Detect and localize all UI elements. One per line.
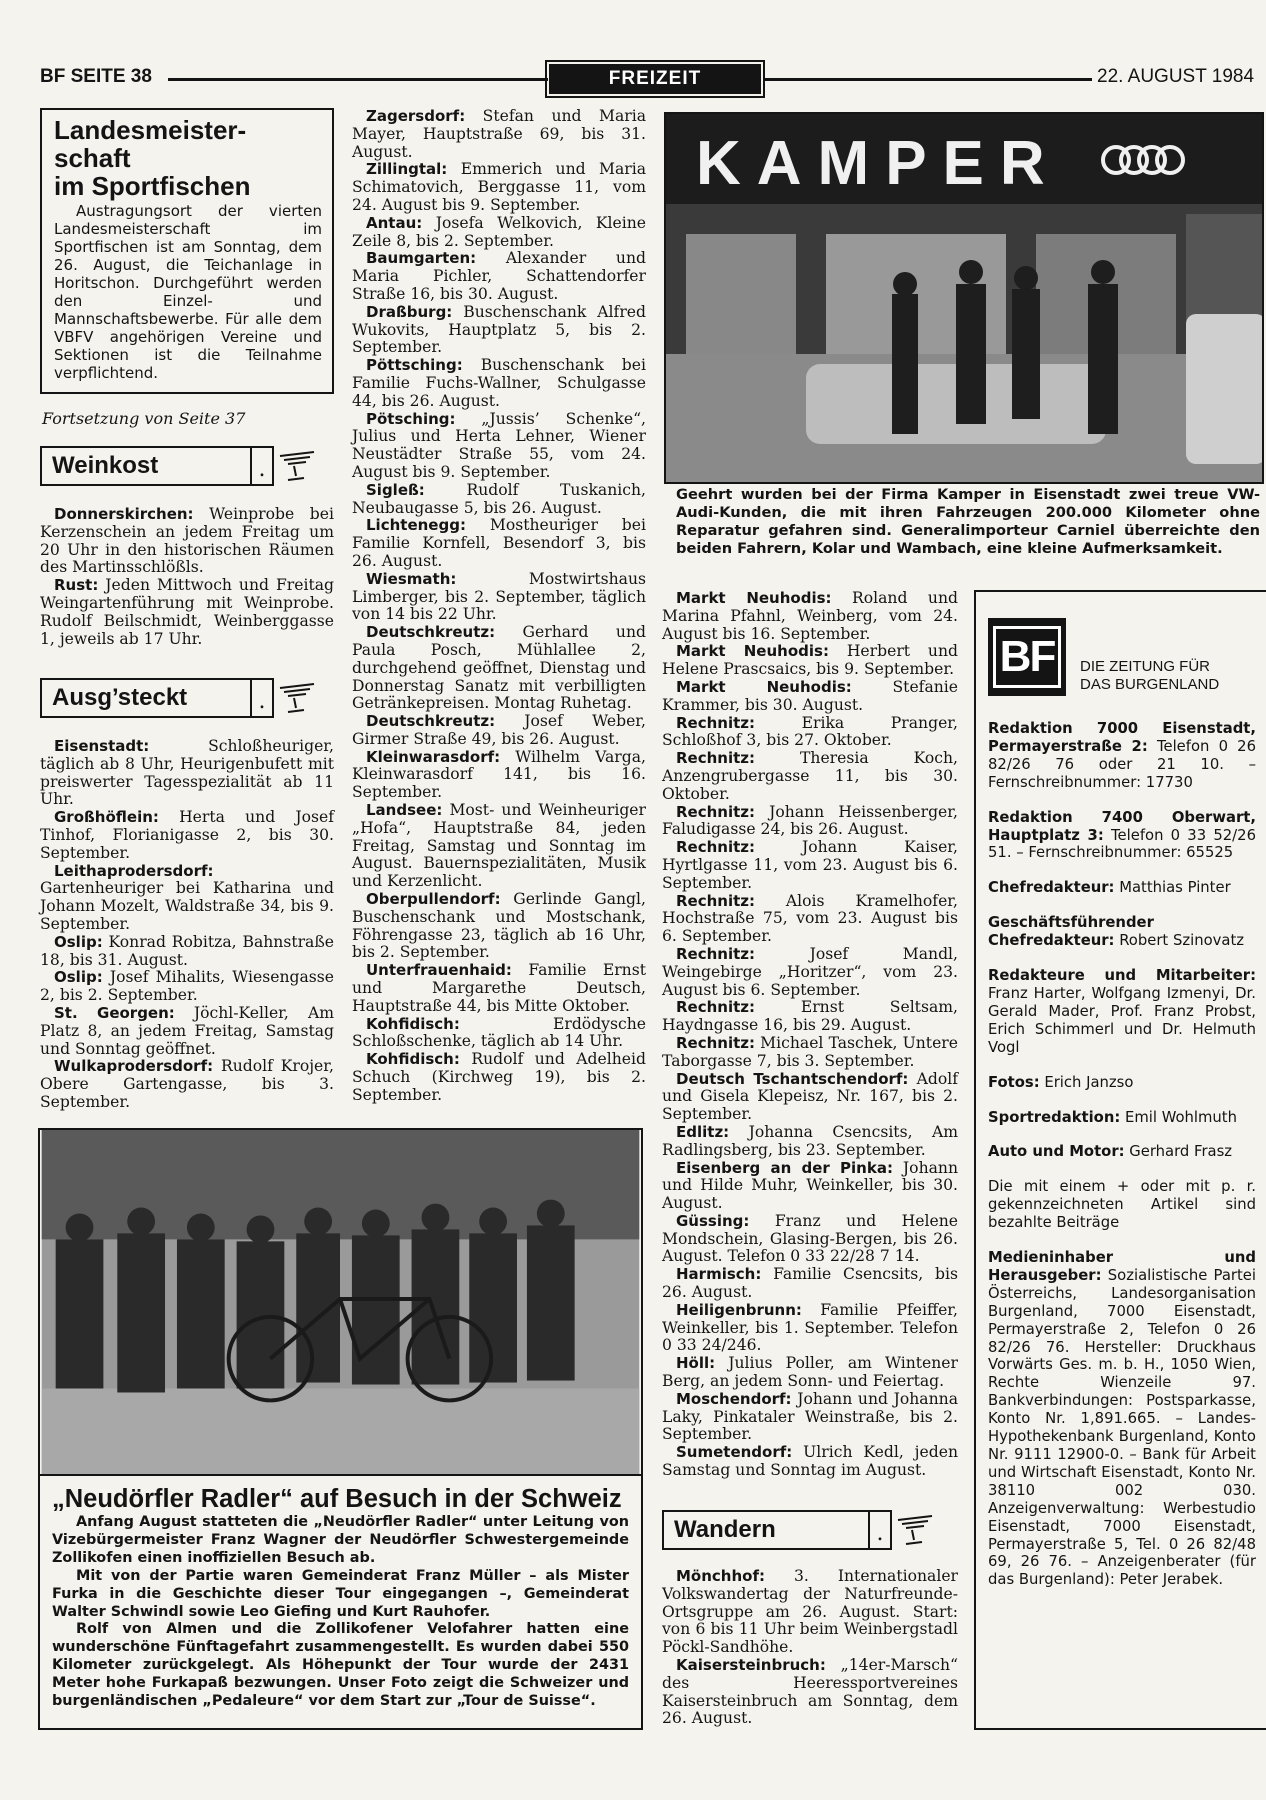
impressum-item [988, 1109, 1256, 1127]
entry-text: Schloßheuriger, täglich ab 8 Uhr, Heurigenbufett mit preiswerter Tagesspezialität ab 11 Uhr. [40, 737, 334, 809]
entry-place: Mönchhof: [676, 1567, 765, 1585]
heuriger-entry [662, 1355, 958, 1391]
entry-text: Weinprobe bei Kerzenschein an jedem Freitag um 20 Uhr in den historischen Räumen des Martinsschlößls. [40, 505, 334, 577]
ausgsteckt-label: Ausg’steckt [40, 678, 252, 718]
heuriger-entry [662, 1266, 958, 1302]
section-title: FREIZEIT [608, 68, 702, 89]
heuriger-entry [352, 517, 646, 570]
heuriger-entry [352, 357, 646, 410]
entry-text: Gerlinde Gangl, Buschenschank und Mostschank, Föhrengasse 23, täglich ab 16 Uhr, bis 2. September. [352, 890, 646, 962]
heuriger-entry [352, 304, 646, 357]
heuriger-entry [352, 161, 646, 214]
ausgsteckt-heading [40, 676, 320, 720]
entry-place: Deutsch Tschantschendorf: [676, 1069, 909, 1088]
entry-place: Zillingtal: [366, 160, 448, 179]
entry-place: Wiesmath: [366, 569, 457, 588]
entry-text: Gerhard und Paula Posch, Mühlallee 2, durchgehend geöffnet, Dienstag und Donnerstag Sanatz mit verbilligten Getränkepreisen. Montag Ruhetag. [352, 623, 646, 713]
entry-text: Johann und Johanna Laky, Pinkataler Weinstraße, bis 2. September. [662, 1389, 958, 1444]
wine-glass-icon [274, 678, 320, 718]
entry-place: Draßburg: [366, 302, 453, 321]
heuriger-entry [40, 809, 334, 862]
radler-photo [40, 1130, 641, 1476]
entry-text: Alexander und Maria Pichler, Schattendorfer Straße 16, bis 30. August. [352, 249, 646, 303]
kamper-sign: KAMPER [696, 129, 1061, 198]
entry-place: Wulkaprodersdorf: [54, 1057, 214, 1076]
entry-place: Rust: [54, 576, 99, 595]
entry-place: Heiligenbrunn: [676, 1300, 802, 1319]
entry-text: Ulrich Kedl, jeden Samstag und Sonntag im August. [662, 1443, 958, 1480]
heuriger-entry [352, 250, 646, 303]
landesmeister-body: Austragungsort der vierten Landesmeisterschaft im Sportfischen ist am Sonntag, dem 26. August, die Teichanlage in Horitschon. Durchgeführt werden den Einzel- und Mannschaftsbewerbe. Für alle dem VBFV angehörigen Vereine und Sektionen ist die Teilnahme verpflichtend. [54, 202, 322, 382]
entry-place: Unterfrauenhaid: [366, 961, 512, 980]
heuriger-entry [662, 750, 958, 803]
radler-title: „Neudörfler Radler“ auf Besuch in der Schweiz [52, 1485, 622, 1513]
heuriger-entry [662, 715, 958, 751]
impressum-label: Redaktion 7400 Oberwart, Hauptplatz 3: [988, 808, 1256, 844]
entry-text: Theresia Koch, Anzengrubergasse 11, bis 30. Oktober. [662, 749, 958, 803]
entry-place: Rechnitz: [676, 713, 756, 732]
heuriger-entry [662, 1213, 958, 1266]
heuriger-entry [352, 571, 646, 624]
entry-place: Höll: [676, 1354, 716, 1373]
heuriger-entry [352, 482, 646, 518]
entry-place: Kohfidisch: [366, 1014, 460, 1033]
entry-text: Konrad Robitza, Bahnstraße 18, bis 31. August. [40, 932, 334, 969]
entry-place: Sumetendorf: [676, 1443, 793, 1462]
entry-text: Most- und Weinheuriger „Hofa“, Hauptstraße 84, jeden Freitag, Samstag und Sonntag im August. Bauernspezialitäten, Musik und Kerzenlicht. [352, 801, 646, 891]
heuriger-entry [352, 749, 646, 802]
entry-place: Pötsching: [366, 409, 456, 428]
entry-place: Oslip: [54, 968, 103, 987]
entry-text: Erika Pranger, Schloßhof 3, bis 27. Oktober. [662, 713, 958, 750]
header-rule-right [764, 78, 1092, 81]
entry-place: Pöttsching: [366, 356, 463, 375]
section-banner [549, 64, 761, 94]
entry-text: Herta und Josef Tinhof, Florianigasse 2, bis 30. September. [40, 808, 334, 862]
impressum-text: Franz Harter, Wolfgang Izmenyi, Dr. Gerald Mader, Prof. Franz Probst, Erich Schimmerl und Dr. Helmuth Vogl [988, 984, 1256, 1056]
entry-text: Julius Poller, am Wintener Berg, an jedem Sonn- und Feiertag. [662, 1354, 958, 1391]
impressum-text: Emil Wohlmuth [1120, 1108, 1237, 1126]
entry-text: Familie Ernst und Margarethe Deutsch, Hauptstraße 44, bis Mitte Oktober. [352, 961, 646, 1015]
entry-text: Johann Kaiser, Hyrtlgasse 11, vom 23. August bis 6. September. [662, 838, 958, 892]
impressum-label: Sportredaktion: [988, 1108, 1121, 1126]
entry-place: St. Georgen: [54, 1003, 175, 1022]
entry-text: Rudolf Krojer, Obere Gartengasse, bis 3. September. [40, 1057, 334, 1111]
impressum-item [988, 1074, 1256, 1092]
heuriger-entry [662, 999, 958, 1035]
wandern-entry [662, 1568, 958, 1657]
issue-date: 22. AUGUST 1984 [1097, 66, 1255, 87]
heuriger-entry [352, 1051, 646, 1104]
entry-text: Alois Kramelhofer, Hochstraße 75, vom 23. August bis 6. September. [662, 891, 958, 946]
entry-place: Rechnitz: [676, 891, 756, 910]
entry-text: Rudolf und Adelheid Schuch (Kirchweg 19), bis 2. September. [352, 1050, 646, 1104]
logo-tagline: DIE ZEITUNG FÜR DAS BURGENLAND [1080, 658, 1220, 693]
wine-glass-icon [892, 1510, 938, 1550]
entry-place: Landsee: [366, 801, 443, 820]
entry-text: Josef Weber, Girmer Straße 49, bis 26. August. [352, 712, 646, 748]
impressum-item [988, 914, 1256, 950]
entry-place: Eisenstadt: [54, 737, 150, 755]
entry-text: Ernst Seltsam, Haydngasse 16, bis 29. August. [662, 998, 958, 1035]
heuriger-entry [352, 962, 646, 1015]
entry-place: Deutschkreutz: [366, 712, 496, 731]
entry-place: Baumgarten: [366, 249, 477, 268]
entry-text: Herbert und Helene Prascsaics, bis 9. September. [662, 642, 958, 679]
entry-place: Deutschkreutz: [366, 623, 496, 642]
entry-place: Rechnitz: [676, 802, 756, 821]
entry-text: Josefa Welkovich, Kleine Zeile 8, bis 2. September. [352, 213, 646, 250]
header-rule-left [168, 78, 548, 81]
kamper-photo [664, 112, 1264, 484]
weinkost-entry [40, 506, 334, 577]
entry-text: Gartenheuriger bei Katharina und Johann Mozelt, Waldstraße 34, bis 9. September. [40, 879, 334, 933]
radler-paragraph: Mit von der Partie waren Gemeinderat Franz Müller – als Mister Furka in die Geschichte dieser Tour eingegangen –, Gemeinderat Walter Schwindl sowie Leo Giefing und Kurt Rauhofer. [52, 1567, 629, 1620]
heuriger-entry [662, 643, 958, 679]
impressum-text: Sozialistische Partei Österreichs, Landesorganisation Burgenland, 7000 Eisenstadt, Permayerstraße 2, Telefon 0 26 82/26 76. Hersteller: Druckhaus Vorwärts Ges. m. b. H., 1050 Wien, Rechte Wienzeile 97. Bankverbindungen: Postsparkasse, Konto Nr. 1,891.665. – Landes-Hypothekenbank Burgenland, Konto Nr. 9111 12900-0. – Bank für Arbeit und Wirtschaft Eisenstadt, Konto Nr. 38110 002 030. Anzeigenverwaltung: Werbestudio Eisenstadt, 7000 Eisenstadt, Permayerstraße 5, Tel. 0 26 82/48 69, 26 76. – Anzeigenberater (für das Burgenland): Peter Jerabek. [988, 1266, 1256, 1589]
heuriger-entry [352, 624, 646, 713]
heuriger-entry [662, 1160, 958, 1213]
entry-text: Emmerich und Maria Schimatovich, Berggasse 11, vom 24. August bis 9. September. [352, 160, 646, 214]
entry-text: Franz und Helene Mondschein, Glasing-Bergen, bis 26. August. Telefon 0 33 22/28 7 14. [662, 1211, 958, 1266]
heuriger-entry [662, 1391, 958, 1444]
impressum-text: Robert Szinovatz [1114, 932, 1245, 950]
heuriger-entry [40, 969, 334, 1005]
wine-glass-icon [274, 446, 320, 486]
impressum-text: Telefon 0 26 82/26 76 oder 21 10. – Fernschreibnummer: 17730 [988, 737, 1256, 791]
impressum-item [988, 720, 1256, 792]
heuriger-entry [40, 863, 334, 934]
wandern-heading [662, 1508, 938, 1552]
entry-place: Edlitz: [676, 1122, 730, 1141]
entry-place: Großhöflein: [54, 808, 159, 827]
heuriger-entry [40, 1005, 334, 1058]
heuriger-entry [662, 893, 958, 946]
impressum-text: Telefon 0 33 52/26 51. – Fernschreibnummer: 65525 [988, 826, 1256, 862]
heuriger-entry [352, 1016, 646, 1052]
entry-place: Eisenberg an der Pinka: [676, 1158, 893, 1177]
impressum-label: Redakteure und Mitarbeiter: [988, 967, 1256, 985]
heuriger-entry [40, 1058, 334, 1111]
entry-place: Harmisch: [676, 1265, 762, 1284]
impressum-text: Gerhard Frasz [1124, 1143, 1233, 1161]
weinkost-label: Weinkost [40, 446, 252, 486]
heuriger-entry [662, 590, 958, 643]
heading-dot: . [252, 678, 274, 718]
entry-place: Kleinwarasdorf: [366, 747, 501, 766]
entry-text: Josef Mandl, Weingebirge „Horitzer“, vom 23. August bis 6. September. [662, 944, 958, 999]
entry-place: Oslip: [54, 932, 103, 951]
bf-logo: BF [988, 618, 1066, 696]
heuriger-entry [662, 1035, 958, 1071]
entry-text: Stefan und Maria Mayer, Hauptstraße 69, bis 31. August. [352, 107, 646, 161]
entry-text: Johanna Csencsits, Am Radlingsberg, bis 23. September. [662, 1122, 958, 1159]
impressum-label: Auto und Motor: [988, 1143, 1125, 1161]
heuriger-entry [40, 738, 334, 809]
entry-place: Rechnitz: [676, 998, 756, 1017]
entry-text: Johann Heissenberger, Faludigasse 24, bis 26. August. [662, 802, 958, 839]
entry-text: Familie Csencsits, bis 26. August. [662, 1265, 958, 1302]
ausgsteckt-list [40, 738, 334, 1112]
impressum-text: Matthias Pinter [1114, 879, 1231, 897]
heuriger-entry [662, 679, 958, 715]
impressum-list [988, 720, 1256, 1589]
heuriger-entry [662, 1071, 958, 1124]
heuriger-entry [352, 215, 646, 251]
wandern-label: Wandern [662, 1510, 870, 1550]
entry-text: Johann und Hilde Muhr, Weinkeller, bis 30. August. [662, 1158, 958, 1213]
heuriger-entry [662, 1444, 958, 1480]
impressum-text: Erich Janzso [1039, 1073, 1134, 1091]
entry-place: Zagersdorf: [366, 107, 466, 125]
impressum [974, 590, 1266, 1730]
weinkost-heading [40, 444, 320, 488]
entry-place: Güssing: [676, 1211, 750, 1230]
entry-place: Moschendorf: [676, 1389, 792, 1408]
entry-place: Rechnitz: [676, 944, 756, 963]
entry-text: Erdödysche Schloßschenke, täglich ab 14 Uhr. [352, 1014, 646, 1051]
wandern-entry [662, 1657, 958, 1728]
entry-text: Wilhelm Varga, Kleinwarasdorf 141, bis 16. September. [352, 747, 646, 802]
entry-text: 3. Internationaler Volkswandertag der Naturfreunde-Ortsgruppe am 26. August. Start: von 6 bis 11 Uhr beim Weinbergstadl Pöckl-Sandhöhe. [662, 1567, 958, 1657]
entry-text: Roland und Marina Pfahnl, Weinberg, vom 24. August bis 16. September. [662, 589, 958, 643]
impressum-item [988, 1178, 1256, 1232]
entry-place: Markt Neuhodis: [676, 642, 829, 661]
entry-place: Oberpullendorf: [366, 890, 501, 909]
entry-place: Antau: [366, 213, 423, 232]
entry-text: Rudolf Tuskanich, Neubaugasse 5, bis 26. August. [352, 480, 646, 517]
impressum-label: Fotos: [988, 1073, 1040, 1091]
entry-text: Michael Taschek, Untere Taborgasse 7, bis 3. September. [662, 1033, 958, 1070]
entry-place: Rechnitz: [676, 749, 756, 768]
entry-place: Markt Neuhodis: [676, 589, 832, 607]
radler-article [38, 1128, 643, 1730]
impressum-label: Medieninhaber und Herausgeber: [988, 1249, 1256, 1284]
heading-dot: . [870, 1510, 892, 1550]
entry-text: „14er-Marsch“ des Heeressportvereines Kaisersteinbruch am Sonntag, dem 26. August. [662, 1655, 958, 1728]
heuriger-entry [352, 411, 646, 482]
heuriger-entry [352, 891, 646, 962]
impressum-label: Redaktion 7000 Eisenstadt, Permayerstraße 2: [988, 720, 1256, 755]
entry-place: Kohfidisch: [366, 1050, 460, 1069]
entry-text: Buschenschank bei Familie Fuchs-Wallner, Schulgasse 44, bis 26. August. [352, 356, 646, 410]
entry-text: Jöchl-Keller, Am Platz 8, an jedem Freitag, Samstag und Sonntag geöffnet. [40, 1003, 334, 1058]
entry-text: Jeden Mittwoch und Freitag Weingartenführung mit Weinprobe. Rudolf Beilschmidt, Weinberggasse 1, jeweils ab 17 Uhr. [40, 576, 334, 648]
entry-text: „Jussis’ Schenke“, Julius und Herta Lehner, Wiener Neustädter Straße 55, vom 24. August bis 9. September. [352, 409, 646, 481]
impressum-label: Geschäftsführender Chefredakteur: [988, 914, 1154, 950]
heuriger-list-col3 [662, 590, 958, 1480]
entry-text: Stefanie Krammer, bis 30. August. [662, 677, 959, 714]
radler-body [52, 1514, 629, 1711]
radler-paragraph: Rolf von Almen und die Zollikofener Velofahrer hatten eine wunderschöne Fünftagefahrt zusammengestellt. Es wurden dabei 550 Kilometer zurückgelegt. Als Höhepunkt der Tour wurde der 2431 Meter hohe Furkapaß bezwungen. Unser Foto zeigt die Schweizer und burgenländischen „Pedaleure“ vor dem Start zur „Tour de Suisse“. [52, 1621, 629, 1710]
continued-note: Fortsetzung von Seite 37 [42, 409, 246, 428]
entry-text: Familie Pfeiffer, Weinkeller, bis 1. September. Telefon 0 33 24/246. [662, 1300, 958, 1355]
impressum-item [988, 967, 1256, 1057]
impressum-label: Chefredakteur: [988, 879, 1115, 897]
heuriger-list-col2 [352, 108, 646, 1105]
impressum-item [988, 1143, 1256, 1161]
heuriger-entry [662, 839, 958, 892]
heuriger-entry [662, 1124, 958, 1160]
heuriger-entry [662, 946, 958, 999]
impressum-text: Die mit einem + oder mit p. r. gekennzeichneten Artikel sind bezahlte Beiträge [988, 1178, 1256, 1232]
landesmeister-title: Landesmeister- schaft im Sportfischen [54, 115, 251, 201]
heuriger-entry [352, 108, 646, 161]
entry-text: Buschenschank Alfred Wukovits, Hauptplatz 5, bis 2. September. [352, 302, 646, 357]
heading-dot: . [252, 446, 274, 486]
entry-place: Markt Neuhodis: [676, 677, 852, 696]
entry-text: Mostwirtshaus Limberger, bis 2. September, täglich von 14 bis 22 Uhr. [352, 569, 646, 624]
kamper-caption: Geehrt wurden bei der Firma Kamper in Eisenstadt zwei treue VW-Audi-Kunden, die mit ihren Fahrzeugen 200.000 Kilometer ohne Reparatur gefahren sind. Generalimporteur Carniel überreichte den beiden Fahrern, Kolar und Wambach, eine kleine Aufmerksamkeit. [676, 486, 1260, 557]
entry-place: Lichtenegg: [366, 516, 466, 535]
entry-place: Leithaprodersdorf: [54, 861, 214, 880]
impressum-item [988, 809, 1256, 863]
heuriger-entry [662, 1302, 958, 1355]
entry-place: Rechnitz: [676, 838, 756, 857]
heuriger-entry [40, 934, 334, 970]
entry-place: Donnerskirchen: [54, 505, 194, 523]
landesmeister-box [40, 108, 334, 394]
weinkost-list [40, 506, 334, 648]
heuriger-entry [352, 802, 646, 891]
entry-text: Mostheuriger bei Familie Kornfell, Besendorf 3, bis 26. August. [352, 516, 646, 570]
radler-paragraph: Anfang August statteten die „Neudörfler Radler“ unter Leitung von Vizebürgermeister Franz Wagner der Neudörfler Schwestergemeinde Zollikofen einen inoffiziellen Besuch ab. [52, 1514, 629, 1566]
heuriger-entry [352, 713, 646, 749]
page-number: BF SEITE 38 [40, 66, 152, 87]
entry-text: Josef Mihalits, Wiesengasse 2, bis 2. September. [40, 968, 334, 1005]
impressum-item [988, 1249, 1256, 1589]
entry-place: Rechnitz: [676, 1033, 756, 1052]
kamper-photo-image [666, 114, 1264, 484]
entry-text: Adolf und Gisela Klepeisz, Nr. 167, bis 2. September. [662, 1069, 958, 1124]
entry-place: Sigleß: [366, 480, 425, 499]
heuriger-entry [662, 804, 958, 840]
weinkost-entry [40, 577, 334, 648]
wandern-list [662, 1568, 958, 1728]
impressum-item [988, 879, 1256, 897]
entry-place: Kaisersteinbruch: [676, 1655, 826, 1674]
